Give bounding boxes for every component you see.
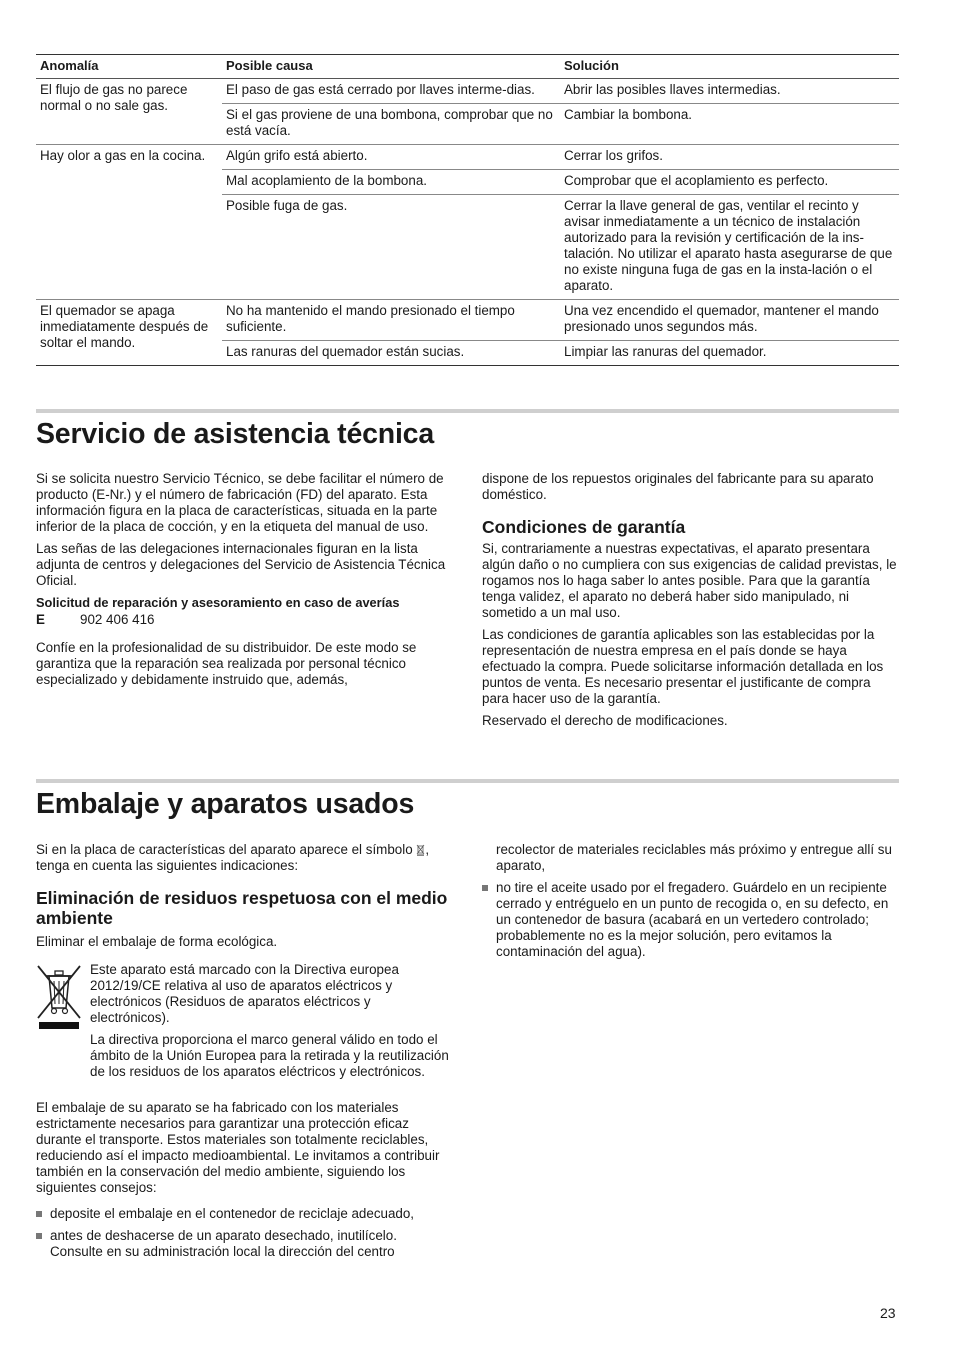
solution-cell: Una vez encendido el quemador, mantener el mando presionado unos segundos más. [560,300,899,341]
cause-cell: Posible fuga de gas. [222,195,560,300]
list-item: no tire el aceite usado por el fregadero. Guárdelo en un recipiente cerrado y entréguelo en un punto de recogida o, en su defecto, en un contenedor de basura (acabará en un vertedero controlado; probablemente no es la mejor solución, pero evitamos la contaminación del agua). [482,880,898,960]
service-paragraph: dispone de los repuestos originales del fabricante para su aparato doméstico. [482,471,874,502]
column-header-anomaly: Anomalía [36,55,222,79]
column-header-solution: Solución [560,55,899,79]
table-row [36,145,899,170]
packaging-section-title: Embalaje y aparatos usados [36,788,415,820]
warranty-paragraph: Si, contrariamente a nuestras expectativas, el aparato presentara algún daño o no cumpliera con sus exigencias de calidad previstas, le rogamos nos lo haga saber lo antes posible. Para que la garantía tenga validez, el aparato no deberá haber sido manipulado, ni sometido a un mal uso. [482,541,897,620]
list-item: antes de deshacerse de un aparato desechado, inutilícelo. Consulte en su administración local la dirección del centro [36,1228,452,1260]
cause-cell: Mal acoplamiento de la bombona. [222,170,560,195]
warranty-heading: Condiciones de garantía [482,517,686,537]
service-section-title: Servicio de asistencia técnica [36,418,434,450]
anomaly-cell: El flujo de gas no parece normal o no sale gas. [36,79,222,145]
crossed-bin-icon [36,962,82,1032]
cause-cell: No ha mantenido el mando presionado el tiempo suficiente. [222,300,560,341]
solution-cell: Comprobar que el acoplamiento es perfecto. [560,170,899,195]
warranty-paragraph: Las condiciones de garantía aplicables son las establecidas por la representación de nuestra empresa en el país donde se haya efectuado la compra. Puede solicitarse información detallada en los puntos de venta. Es necesario presentar el justificante de compra para hacer uso de la garantía. [482,627,884,706]
eco-heading: Eliminación de residuos respetuosa con el medio ambiente [36,888,448,928]
list-item: deposite el embalaje en el contenedor de reciclaje adecuado, [36,1206,452,1222]
country-code: E [36,612,45,627]
eco-paragraph: Eliminar el embalaje de forma ecológica. [36,934,278,949]
service-paragraph: Si se solicita nuestro Servicio Técnico, se debe facilitar el número de producto (E-Nr.) y el número de fabricación (FD) del aparato. Esta información figura en la placa de características, situada en la parte inferior de la placa de cocción, y en la etiqueta del manual de uso. [36,471,444,534]
service-left-column [36,471,452,694]
weee-paragraph: La directiva proporciona el marco general válido en todo el ámbito de la Unión Europea para la retirada y la reutilización de los residuos de los aparatos eléctricos y electrónicos. [90,1032,449,1079]
intro-text-b: , tenga en cuenta las siguientes indicaciones: [36,842,430,873]
list-item-continuation: recolector de materiales reciclables más próximo y entregue allí su aparato, [496,842,892,873]
reserved-rights-note: Reservado el derecho de modificaciones. [482,713,728,728]
table-header-row [36,55,899,79]
table-row [36,300,899,341]
column-header-cause: Posible causa [222,55,560,79]
solution-cell: Cerrar la llave general de gas, ventilar el recinto y avisar inmediatamente a un técnico de instalación autorizado para la revisión y certificación de la ins-talación. No utilizar el aparato hasta asegurarse de que no existe ninguna fuga de gas en la insta-lación o el aparato. [560,195,899,300]
packaging-right-column [482,842,898,966]
solution-cell: Cambiar la bombona. [560,104,899,145]
cause-cell: Las ranuras del quemador están sucias. [222,341,560,366]
cause-cell: El paso de gas está cerrado por llaves interme-dias. [222,79,560,104]
bullet-square-icon [482,885,488,891]
table-row [36,79,899,104]
repair-heading: Solicitud de reparación y asesoramiento en caso de averías [36,595,400,610]
phone-number: 902 406 416 [80,612,155,627]
solution-cell: Abrir las posibles llaves intermedias. [560,79,899,104]
cause-cell: Algún grifo está abierto. [222,145,560,170]
cause-cell: Si el gas proviene de una bombona, comprobar que no está vacía. [222,104,560,145]
advice-list-continued [482,842,898,960]
service-paragraph: Confíe en la profesionalidad de su distribuidor. De este modo se garantiza que la reparación sea realizada por personal técnico especializado y debidamente instruido que, además, [36,640,417,687]
weee-paragraph: Este aparato está marcado con la Directiva europea 2012/19/CE relativa al uso de aparatos eléctricos y electrónicos (Residuos de aparatos eléctricos y electrónicos). [90,962,399,1025]
bullet-square-icon [36,1233,42,1239]
service-right-column [482,471,898,735]
phone-row [36,612,452,628]
service-paragraph: Las señas de las delegaciones internacionales figuran en la lista adjunta de centros y delegaciones del Servicio de Asistencia Técnica Oficial. [36,541,446,588]
page-number: 23 [880,1305,896,1321]
troubleshooting-table [36,54,899,366]
weee-block [36,962,452,1086]
packaging-intro [36,842,452,874]
solution-cell: Limpiar las ranuras del quemador. [560,341,899,366]
anomaly-cell: Hay olor a gas en la cocina. [36,145,222,300]
materials-paragraph: El embalaje de su aparato se ha fabricado con los materiales estrictamente necesarios para garantizar una protección eficaz durante el transporte. Estos materiales son totalmente reciclables, reduciendo así el impacto medioambiental. Le invitamos a contribuir también en la conservación del medio ambiente, siguiendo los siguientes consejos: [36,1100,440,1195]
advice-list [36,1206,452,1260]
section-divider [36,409,899,413]
intro-text-a: Si en la placa de características del aparato aparece el símbolo [36,842,413,857]
solution-cell: Cerrar los grifos. [560,145,899,170]
section-divider [36,779,899,783]
anomaly-cell: El quemador se apaga inmediatamente después de soltar el mando. [36,300,222,366]
bullet-square-icon [36,1211,42,1217]
packaging-left-column [36,842,452,1266]
